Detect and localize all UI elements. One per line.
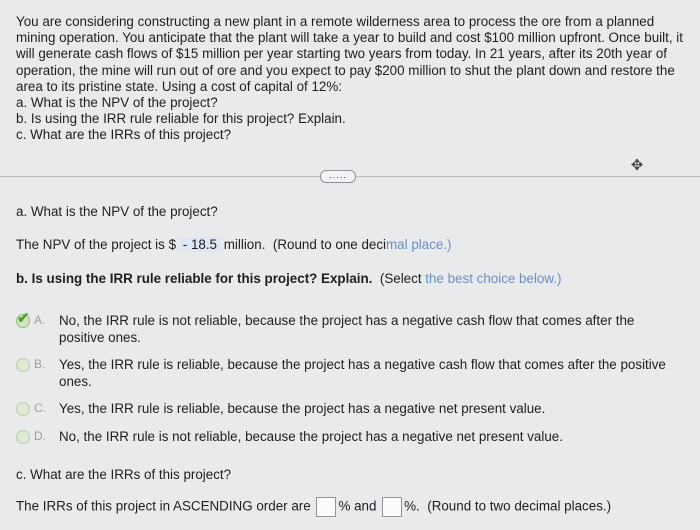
option-a-letter: A. [34, 313, 46, 327]
part-b-instruction-hint: the best choice below.) [425, 271, 562, 286]
option-a-text: No, the IRR rule is not reliable, because the project has a negative cash flow that comes after the positive ones. [59, 313, 635, 345]
npv-instruction: (Round to one deci [272, 237, 387, 252]
option-d[interactable] [16, 429, 676, 447]
irr-suffix: %. [404, 498, 420, 514]
irr1-input[interactable] [316, 497, 336, 517]
move-arrows-icon[interactable]: ✥ [630, 157, 644, 174]
irr2-input[interactable] [382, 497, 402, 517]
irr-instruction: (Round to two decimal places.) [427, 498, 612, 514]
problem-line: will generate cash flows of $15 million per year starting two years from today. In 21 years, after its 20th year of [16, 46, 667, 62]
npv-prefix: The NPV of the project is $ [16, 237, 177, 252]
expand-button[interactable]: ..... [320, 170, 356, 183]
option-b-text: Yes, the IRR rule is reliable, because the project has a negative cash flow that comes after the positive ones. [59, 357, 666, 389]
irr-prefix: The IRRs of this project in ASCENDING order are [16, 498, 311, 514]
part-b-question-text: b. Is using the IRR rule reliable for this project? Explain. [16, 271, 373, 286]
part-a-question [16, 204, 218, 219]
problem-line: operation, the mine will run out of ore and you expect to pay $200 million to shut the plant down and restore the [16, 62, 675, 78]
part-c-answer [16, 497, 611, 517]
npv-suffix: million. [223, 237, 266, 252]
checkmark-icon: ✔ [17, 310, 30, 327]
option-d-letter: D. [34, 429, 46, 443]
option-c-text: Yes, the IRR rule is reliable, because the project has a negative net present value. [59, 401, 546, 416]
part-c-question-text: c. What are the IRRs of this project? [16, 467, 232, 482]
section-divider [0, 170, 700, 182]
part-b-question [16, 271, 562, 286]
npv-value-field[interactable]: - 18.5 [180, 237, 220, 252]
option-d-text: No, the IRR rule is not reliable, because the project has a negative net present value. [59, 429, 563, 444]
npv-instruction-hint: mal place.) [386, 237, 452, 252]
irr-mid: % and [338, 498, 377, 514]
part-a-answer [16, 237, 452, 252]
option-b-letter: B. [34, 357, 46, 371]
part-c-question [16, 467, 231, 482]
problem-line: mining operation. You anticipate that the plant will take a year to build and cost $100 million upfront. Once built, it [16, 30, 683, 46]
problem-line: You are considering constructing a new plant in a remote wilderness area to process the ore from a planned [16, 14, 655, 29]
part-a-question-text: a. What is the NPV of the project? [16, 204, 218, 219]
radio-d[interactable] [16, 430, 30, 444]
problem-line: b. Is using the IRR rule reliable for this project? Explain. [16, 111, 346, 127]
radio-b[interactable] [16, 358, 30, 372]
problem-line: a. What is the NPV of the project? [16, 95, 218, 111]
problem-line: c. What are the IRRs of this project? [16, 127, 232, 143]
option-c[interactable] [16, 401, 676, 419]
option-b[interactable] [16, 357, 676, 391]
option-c-letter: C. [34, 401, 46, 415]
radio-c[interactable] [16, 402, 30, 416]
part-b-instruction: (Select [379, 271, 426, 286]
option-a[interactable] [16, 310, 676, 347]
problem-line: area to its pristine state. Using a cost of capital of 12%: [16, 78, 343, 94]
problem-statement [16, 14, 688, 144]
